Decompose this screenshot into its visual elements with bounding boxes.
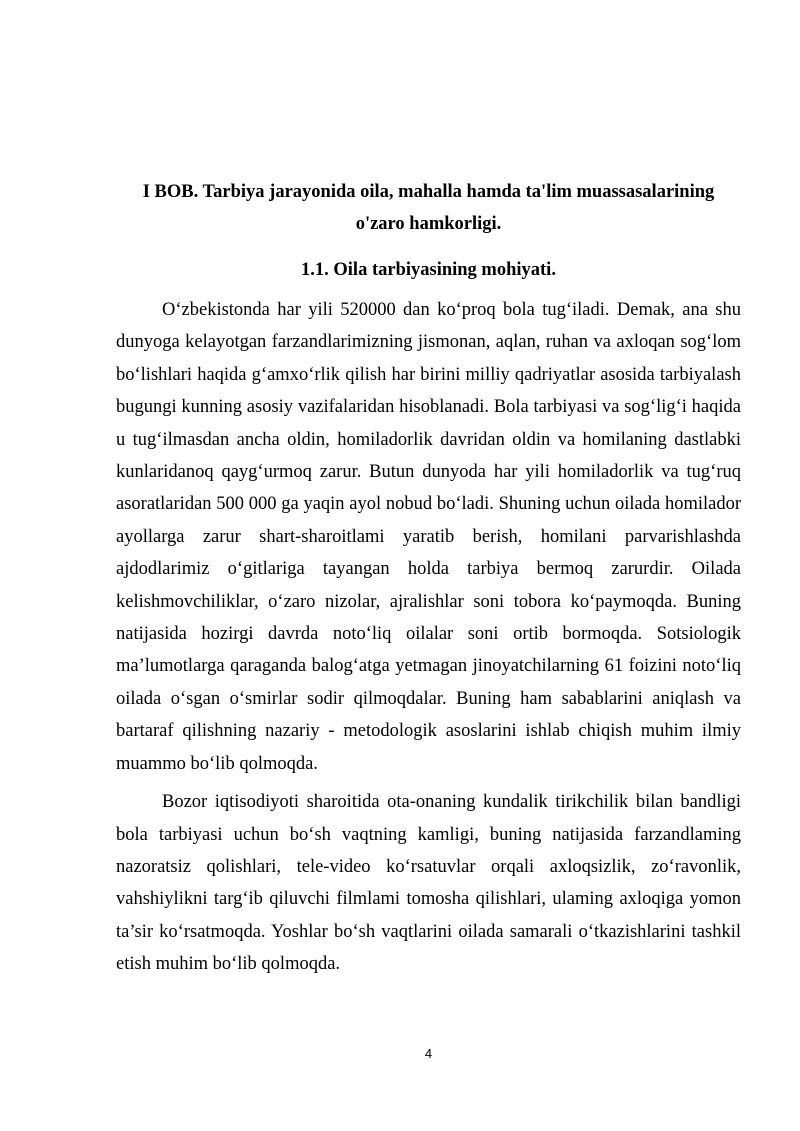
page-number: 4: [424, 1046, 433, 1061]
paragraph-2: Bozor iqtisodiyoti sharoitida ota-onaning kundalik tirikchilik bilan bandligi bola tarbiyasi uchun bo‘sh vaqtning kamligi, buning natijasida farzandlaming nazoratsiz qolishlari, tele-video ko‘rsatuvlar orqali axloqsizlik, zo‘ravonlik, vahshiylikni targ‘ib qiluvchi filmlami tomosha qilishlari, ulaming axloqiga yomon ta’sir ko‘rsatmoqda. Yoshlar bo‘sh vaqtlarini oilada samarali o‘tkazishlarini tashkil etish muhim bo‘lib qolmoqda.: [116, 792, 741, 975]
document-page: [116, 176, 741, 981]
chapter-title-line-2: o'zaro hamkorligi.: [355, 214, 502, 234]
chapter-title: [116, 176, 741, 240]
paragraph-1: O‘zbekistonda har yili 520000 dan ko‘proq bola tug‘iladi. Demak, ana shu dunyoga kelayotgan farzandlarimizning jismonan, aqlan, ruhan va axloqan sog‘lom bo‘lishlari haqida g‘amxo‘rlik qilish har birini milliy qadriyatlar asosida tarbiyalash bugungi kunning asosiy vazifalaridan hisoblanadi. Bola tarbiyasi va sog‘lig‘i haqida u tug‘ilmasdan ancha oldin, homiladorlik davridan oldin va homilaning dastlabki kunlaridanoq qayg‘urmoq zarur. Butun dunyoda har yili homiladorlik va tug‘ruq asoratlaridan 500 000 ga yaqin ayol nobud bo‘ladi. Shuning uchun oilada homilador ayollarga zarur shart-sharoitlami yaratib berish, homilani parvarishlashda ajdodlarimiz o‘gitlariga tayangan holda tarbiya bermoq zarurdir. Oilada kelishmovchiliklar, o‘zaro nizolar, ajralishlar soni tobora ko‘paymoqda. Buning natijasida hozirgi davrda noto‘liq oilalar soni ortib bormoqda. Sotsiologik ma’lumotlarga qaraganda balog‘atga yetmagan jinoyatchilarning 61 foizini noto‘liq oilada o‘sgan o‘smirlar sodir qilmoqdalar. Buning ham sabablarini aniqlash va bartaraf qilishning nazariy - metodologik asoslarini ishlab chiqish muhim ilmiy muammo bo‘lib qolmoqda.: [116, 300, 741, 774]
chapter-title-line-1: I BOB. Tarbiya jarayonida oila, mahalla hamda ta'lim muassasalarining: [142, 182, 715, 202]
section-title: 1.1. Oila tarbiyasining mohiyati.: [301, 260, 556, 280]
